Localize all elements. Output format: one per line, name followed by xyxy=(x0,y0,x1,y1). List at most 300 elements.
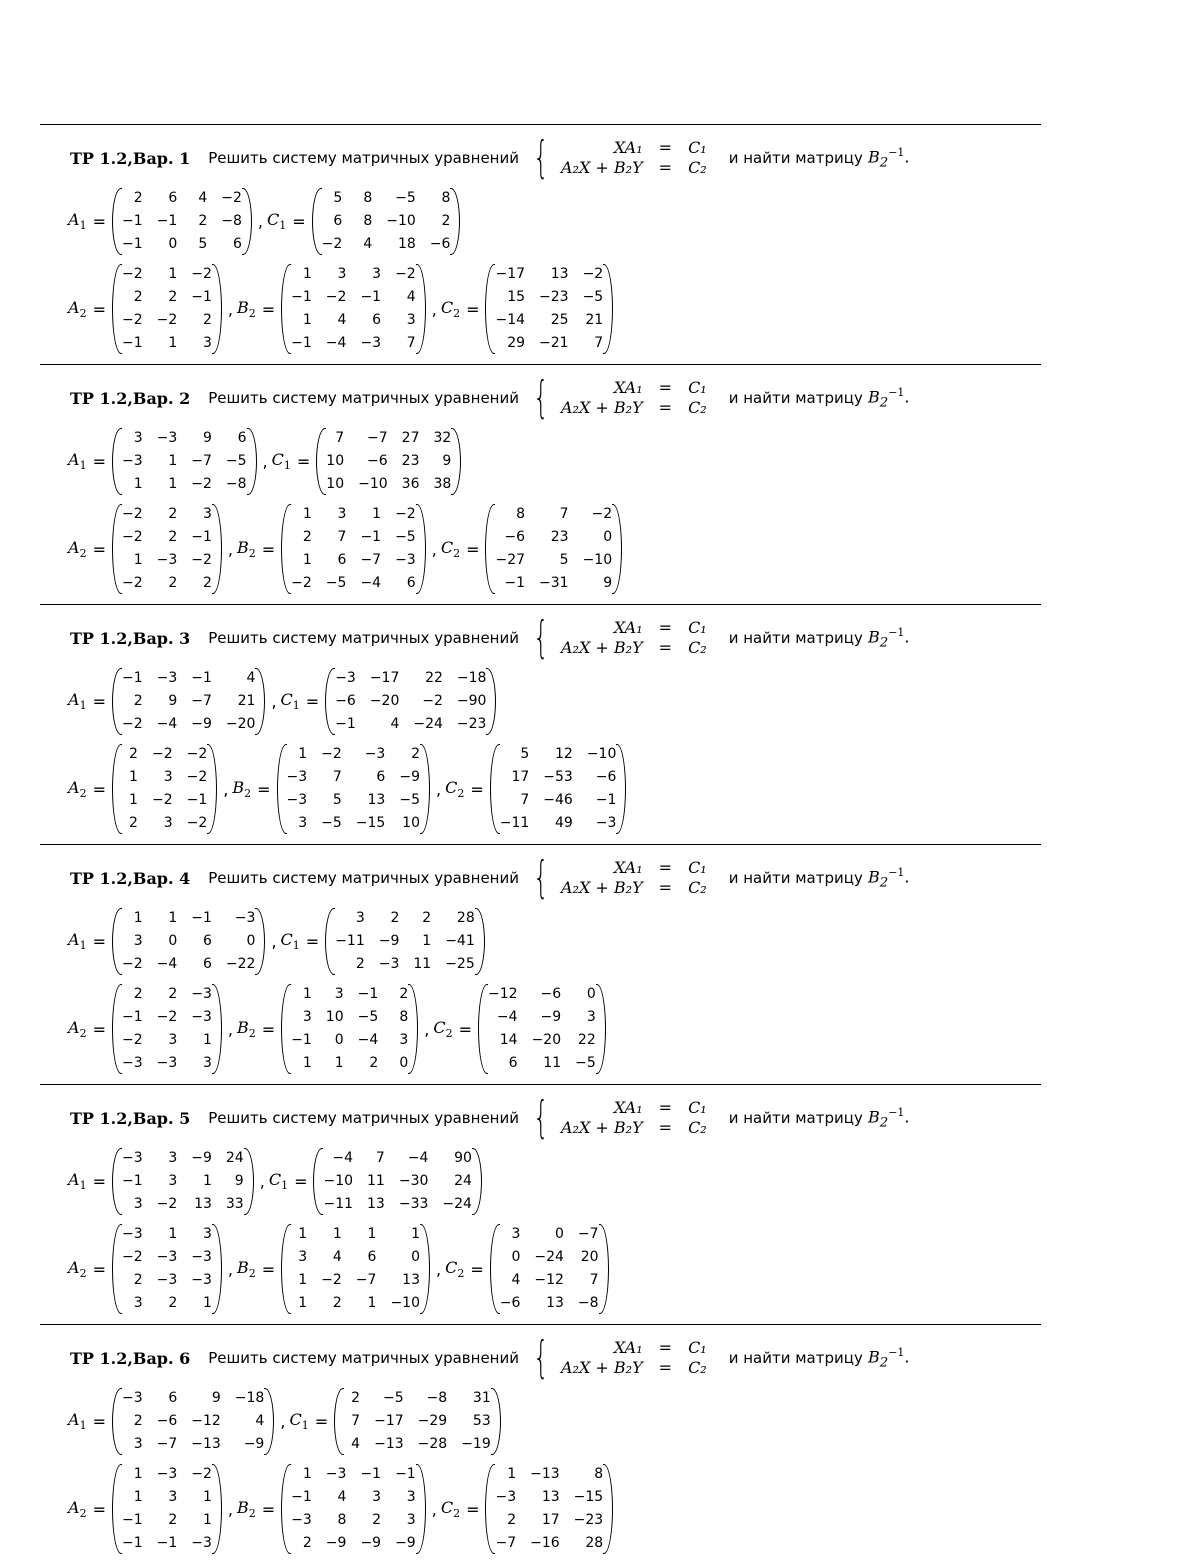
name-index: 2 xyxy=(453,1507,461,1521)
matrix-cell: −10 xyxy=(390,1295,420,1311)
matrix-cell: 36 xyxy=(401,476,420,492)
matrix-cell: 7 xyxy=(332,769,342,785)
matrix-cell: 3 xyxy=(133,430,143,446)
matrix-cell: −2 xyxy=(395,506,416,522)
matrix-cell: −5 xyxy=(225,453,247,469)
matrix-cell: −3 xyxy=(156,430,178,446)
matrix-c1 xyxy=(325,907,485,976)
inverse-base: B xyxy=(867,1107,880,1127)
variant-block-5 xyxy=(40,1084,1041,1324)
matrix-cell: −1 xyxy=(360,289,382,305)
equation-2-equals: = xyxy=(658,398,673,417)
equals-sign: = xyxy=(466,539,480,559)
matrix-cell: −7 xyxy=(355,1272,377,1288)
matrix-cell: 2 xyxy=(168,506,178,522)
matrix-cell: −5 xyxy=(357,1009,379,1025)
matrix-cell: −2 xyxy=(321,746,342,762)
inverse-sub: 2 xyxy=(879,1115,889,1131)
matrix-cell: 29 xyxy=(507,335,526,351)
name-letter: C xyxy=(445,777,458,797)
variant-block-4 xyxy=(40,844,1041,1084)
task-after-text: и найти матрицу xyxy=(728,389,863,407)
equation-2-equals: = xyxy=(658,638,673,657)
matrix-cell: 3 xyxy=(298,1249,308,1265)
matrix-cell: 6 xyxy=(372,312,382,328)
matrix-cell: −2 xyxy=(121,956,143,972)
matrix-cell: 13 xyxy=(402,1272,420,1288)
matrix-cell: −2 xyxy=(156,312,178,328)
matrix-cell: −3 xyxy=(191,1535,212,1551)
matrix-cell: 2 xyxy=(441,213,451,229)
matrix-cell: −2 xyxy=(191,476,212,492)
matrix-cell: −1 xyxy=(156,213,178,229)
comma: , xyxy=(257,212,263,231)
matrix-cell: −2 xyxy=(186,746,208,762)
matrix-cell: 5 xyxy=(559,552,569,568)
matrix-cell: −1 xyxy=(156,1535,178,1551)
matrix-cell: −3 xyxy=(121,1150,143,1166)
matrix-cell: 2 xyxy=(168,529,178,545)
matrix-name-c2 xyxy=(441,1498,460,1520)
matrix-cell: 1 xyxy=(298,1272,308,1288)
matrix-cell: −3 xyxy=(191,1272,212,1288)
equation-1-lhs: XA₁ xyxy=(613,1338,643,1357)
matrix-row-2 xyxy=(68,983,606,1075)
matrix-cell: −7 xyxy=(156,1436,178,1452)
matrix-cell: 4 xyxy=(337,1489,347,1505)
variant-block-1 xyxy=(40,124,1041,364)
comma: , xyxy=(431,1499,437,1519)
matrix-cell: 0 xyxy=(168,933,178,949)
matrix-cell: −3 xyxy=(121,1226,143,1242)
equation-system xyxy=(561,858,707,898)
matrix-cell: 1 xyxy=(168,335,178,351)
matrix-cell: 7 xyxy=(406,335,416,351)
inverse-sub: 2 xyxy=(879,875,889,891)
matrix-cell: 2 xyxy=(198,213,208,229)
equation-1-lhs: XA₁ xyxy=(613,858,643,877)
matrix-cell: −1 xyxy=(121,213,143,229)
matrix-cell: −2 xyxy=(121,1032,143,1048)
matrix-cell: −2 xyxy=(191,266,212,282)
matrix-cell: 25 xyxy=(550,312,569,328)
matrix-cell: −1 xyxy=(595,792,617,808)
matrix-cell: 3 xyxy=(399,1032,409,1048)
equals-sign: = xyxy=(257,779,271,799)
matrix-cell: −11 xyxy=(499,815,530,831)
matrix-cell: 8 xyxy=(594,1466,604,1482)
matrix-name-a1 xyxy=(68,450,87,472)
matrix-c1 xyxy=(312,187,461,256)
variant-label: ТР 1.2,Вар. 4 xyxy=(70,868,191,888)
matrix-cell: 21 xyxy=(585,312,604,328)
matrix-cell: −3 xyxy=(191,986,212,1002)
matrix-cell: 1 xyxy=(302,506,312,522)
equation-1-rhs: C₁ xyxy=(688,1338,707,1357)
matrix-cell: −3 xyxy=(335,670,356,686)
equals-sign: = xyxy=(261,299,276,319)
variant-label: ТР 1.2,Вар. 3 xyxy=(70,628,191,648)
matrix-cell: 24 xyxy=(225,1150,244,1166)
matrix-cell: −3 xyxy=(325,1466,347,1482)
matrix-cell: 8 xyxy=(399,1009,409,1025)
name-index: 2 xyxy=(79,1027,87,1041)
matrix-cell: −13 xyxy=(374,1436,404,1452)
matrix-cell: −2 xyxy=(191,552,212,568)
matrix-cell: −16 xyxy=(530,1535,560,1551)
name-letter: A xyxy=(68,690,80,710)
matrix-cell: 3 xyxy=(372,1489,382,1505)
matrix-cell: −2 xyxy=(395,266,416,282)
matrix-cell: 3 xyxy=(337,266,347,282)
matrix-cell: 3 xyxy=(511,1226,521,1242)
matrix-cell: 2 xyxy=(390,910,400,926)
matrix-cell: −3 xyxy=(156,670,178,686)
matrix-c1 xyxy=(316,427,461,496)
equation-1-lhs: XA₁ xyxy=(613,138,643,157)
equation-2-equals: = xyxy=(658,1358,673,1377)
matrix-cell: 3 xyxy=(406,1489,416,1505)
matrix-cell: 3 xyxy=(168,1150,178,1166)
matrix-cell: 53 xyxy=(472,1413,491,1429)
matrix-cell: −6 xyxy=(156,1413,178,1429)
task-text: Решить систему матричных уравнений xyxy=(208,389,519,407)
matrix-cell: 31 xyxy=(472,1390,491,1406)
matrix-cell: 20 xyxy=(580,1249,599,1265)
matrix-cell: 8 xyxy=(363,213,373,229)
matrix-cell: −27 xyxy=(495,552,526,568)
variant-block-6 xyxy=(40,1324,1041,1564)
matrix-cell: −2 xyxy=(221,190,242,206)
task-statement xyxy=(70,612,910,663)
matrix-cell: −10 xyxy=(323,1173,354,1189)
name-index: 2 xyxy=(79,307,87,321)
matrix-cell: −2 xyxy=(325,289,347,305)
matrix-cell: 3 xyxy=(133,1436,143,1452)
name-letter: C xyxy=(433,1017,446,1037)
matrix-cell: 0 xyxy=(511,1249,521,1265)
matrix-cell: 2 xyxy=(332,1295,342,1311)
name-index: 1 xyxy=(79,1179,87,1193)
matrix-cell: −2 xyxy=(121,312,143,328)
matrix-row-1 xyxy=(68,1147,482,1216)
matrix-cell: 2 xyxy=(355,956,365,972)
comma: , xyxy=(271,692,277,711)
matrix-cell: 6 xyxy=(237,430,247,446)
matrix-cell: −17 xyxy=(374,1413,404,1429)
matrix-cell: 3 xyxy=(586,1009,596,1025)
inverse-base: B xyxy=(867,387,880,407)
name-index: 2 xyxy=(248,1027,256,1041)
equation-1-equals: = xyxy=(658,378,673,397)
matrix-cell: 3 xyxy=(163,769,173,785)
matrix-cell: −23 xyxy=(456,716,487,732)
equation-2-rhs: C₂ xyxy=(688,158,707,177)
equation-system xyxy=(561,618,707,658)
matrix-cell: 0 xyxy=(246,933,256,949)
matrix-cell: −6 xyxy=(504,529,526,545)
matrix-b2 xyxy=(277,743,430,835)
matrix-cell: −6 xyxy=(540,986,562,1002)
matrix-cell: 1 xyxy=(302,266,312,282)
matrix-cell: −2 xyxy=(121,506,143,522)
matrix-cell: −1 xyxy=(191,670,212,686)
matrix-cell: −7 xyxy=(495,1535,517,1551)
matrix-cell: 1 xyxy=(302,552,312,568)
matrix-cell: −6 xyxy=(335,693,356,709)
matrix-cell: 3 xyxy=(202,335,212,351)
matrix-cell: 2 xyxy=(168,1512,178,1528)
equation-1-lhs: XA₁ xyxy=(613,618,643,637)
matrix-cell: 1 xyxy=(298,746,308,762)
matrix-cell: 9 xyxy=(202,430,212,446)
task-after-text: и найти матрицу xyxy=(728,629,863,647)
matrix-cell: −5 xyxy=(395,529,416,545)
equation-system xyxy=(561,1098,707,1138)
matrix-cell: 28 xyxy=(456,910,475,926)
equals-sign: = xyxy=(92,1259,106,1279)
matrix-cell: 3 xyxy=(168,1032,178,1048)
matrix-cell: 3 xyxy=(355,910,365,926)
equals-sign: = xyxy=(92,692,106,711)
matrix-a2 xyxy=(112,1463,222,1555)
name-letter: C xyxy=(268,1170,282,1190)
name-index: 2 xyxy=(248,1267,256,1281)
comma: , xyxy=(431,539,437,559)
matrix-a1 xyxy=(112,1147,254,1216)
matrix-cell: 3 xyxy=(406,312,416,328)
matrix-cell: −2 xyxy=(121,575,143,591)
name-index: 2 xyxy=(79,1267,87,1281)
task-text: Решить систему матричных уравнений xyxy=(208,149,519,167)
equation-1-rhs: C₁ xyxy=(688,378,707,397)
name-index: 2 xyxy=(79,547,87,561)
task-text: Решить систему матричных уравнений xyxy=(208,1109,519,1127)
matrix-a2 xyxy=(112,743,217,835)
matrix-cell: 7 xyxy=(589,1272,599,1288)
matrix-cell: −1 xyxy=(357,986,379,1002)
matrix-cell: 5 xyxy=(520,746,530,762)
matrix-cell: 38 xyxy=(433,476,452,492)
name-letter: B xyxy=(236,1257,249,1277)
equation-1-lhs: XA₁ xyxy=(613,1098,643,1117)
name-letter: C xyxy=(440,297,454,317)
equals-sign: = xyxy=(92,1172,106,1191)
system-brace: { xyxy=(533,372,549,423)
inverse-sup: −1 xyxy=(888,145,905,159)
matrix-cell: 90 xyxy=(454,1150,472,1166)
matrix-cell: 3 xyxy=(133,933,143,949)
equals-sign: = xyxy=(261,539,276,559)
comma: , xyxy=(435,1259,442,1279)
comma: , xyxy=(259,1172,265,1191)
task-statement xyxy=(70,852,910,903)
name-index: 2 xyxy=(445,1027,453,1041)
comma: , xyxy=(424,1019,430,1039)
comma: , xyxy=(262,452,268,471)
matrix-cell: −5 xyxy=(325,575,347,591)
name-letter: C xyxy=(440,537,454,557)
matrix-cell: 2 xyxy=(372,1512,382,1528)
matrix-cell: −3 xyxy=(156,1272,178,1288)
equals-sign: = xyxy=(261,1259,276,1279)
name-letter: A xyxy=(68,1170,80,1190)
matrix-name-a2 xyxy=(68,538,87,560)
matrix-row-2 xyxy=(68,1463,613,1555)
matrix-name-a2 xyxy=(68,1258,87,1280)
equation-2-rhs: C₂ xyxy=(688,878,707,897)
matrix-cell: 33 xyxy=(225,1196,244,1212)
matrix-name-a1 xyxy=(68,1410,87,1432)
matrix-cell: 4 xyxy=(363,236,373,252)
inverse-matrix-notation xyxy=(863,866,910,891)
matrix-cell: 9 xyxy=(168,693,178,709)
matrix-cell: 11 xyxy=(413,956,432,972)
matrix-cell: 5 xyxy=(332,792,342,808)
matrix-cell: −20 xyxy=(531,1032,562,1048)
name-letter: A xyxy=(68,1410,80,1430)
matrix-cell: 13 xyxy=(194,1196,212,1212)
matrix-cell: 1 xyxy=(133,1489,143,1505)
matrix-cell: 3 xyxy=(406,1512,416,1528)
task-statement xyxy=(70,132,910,183)
name-index: 1 xyxy=(301,1419,309,1433)
matrix-cell: 6 xyxy=(406,575,416,591)
matrix-name-b2 xyxy=(237,298,256,320)
inverse-sub: 2 xyxy=(879,635,889,651)
equation-1-equals: = xyxy=(658,138,673,157)
matrix-cell: −1 xyxy=(335,716,356,732)
matrix-cell: −8 xyxy=(426,1390,448,1406)
equation-1-equals: = xyxy=(658,618,673,637)
matrix-cell: 17 xyxy=(541,1512,560,1528)
matrix-cell: 1 xyxy=(168,266,178,282)
matrix-cell: −5 xyxy=(399,792,420,808)
matrix-cell: 2 xyxy=(302,529,312,545)
matrix-cell: 1 xyxy=(133,910,143,926)
equals-sign: = xyxy=(261,1499,276,1519)
matrix-cell: 4 xyxy=(390,716,400,732)
equation-1-equals: = xyxy=(658,858,673,877)
matrix-cell: −24 xyxy=(534,1249,564,1265)
matrix-cell: 49 xyxy=(555,815,573,831)
equation-2-lhs: A₂X + B₂Y xyxy=(560,638,643,657)
matrix-cell: −11 xyxy=(323,1196,354,1212)
matrix-cell: 1 xyxy=(202,1295,212,1311)
matrix-name-a2 xyxy=(68,1018,87,1040)
equals-sign: = xyxy=(92,1412,106,1431)
matrix-cell: −3 xyxy=(121,1390,143,1406)
matrix-b2 xyxy=(281,503,426,595)
matrix-cell: −4 xyxy=(357,1032,379,1048)
matrix-cell: 6 xyxy=(508,1055,518,1071)
matrix-cell: 5 xyxy=(198,236,208,252)
comma: , xyxy=(431,299,437,319)
matrix-cell: 1 xyxy=(334,1055,344,1071)
matrix-cell: −1 xyxy=(291,335,312,351)
equals-sign: = xyxy=(92,212,106,231)
equation-2-equals: = xyxy=(658,158,673,177)
matrix-cell: −3 xyxy=(121,1055,143,1071)
matrix-cell: −1 xyxy=(121,1535,143,1551)
matrix-cell: −2 xyxy=(186,815,208,831)
matrix-cell: 15 xyxy=(507,289,526,305)
comma: , xyxy=(227,539,233,559)
matrix-cell: −24 xyxy=(413,716,443,732)
variant-label: ТР 1.2,Вар. 5 xyxy=(70,1108,191,1128)
matrix-cell: −8 xyxy=(221,213,242,229)
matrix-cell: −2 xyxy=(321,236,343,252)
matrix-cell: −1 xyxy=(191,529,212,545)
matrix-cell: −1 xyxy=(360,529,382,545)
inverse-sub: 2 xyxy=(879,155,889,171)
matrix-name-c1 xyxy=(267,210,286,232)
matrix-cell: 2 xyxy=(351,1390,361,1406)
equals-sign: = xyxy=(92,299,106,319)
system-brace: { xyxy=(533,852,549,903)
matrix-cell: −8 xyxy=(225,476,247,492)
name-index: 2 xyxy=(453,547,461,561)
matrix-cell: 0 xyxy=(168,236,178,252)
matrix-cell: −2 xyxy=(121,1249,143,1265)
equation-1-rhs: C₁ xyxy=(688,138,707,157)
matrix-cell: −4 xyxy=(332,1150,354,1166)
matrix-cell: −9 xyxy=(378,933,400,949)
matrix-cell: 10 xyxy=(325,1009,344,1025)
matrix-cell: −12 xyxy=(191,1413,221,1429)
matrix-cell: 8 xyxy=(516,506,526,522)
equals-sign: = xyxy=(92,1019,106,1039)
name-index: 1 xyxy=(79,1419,87,1433)
matrix-cell: −1 xyxy=(121,236,143,252)
matrix-cell: −3 xyxy=(191,1009,212,1025)
inverse-period: . xyxy=(904,1347,910,1367)
matrix-cell: −4 xyxy=(156,716,178,732)
matrix-cell: 2 xyxy=(411,746,420,762)
matrix-cell: −2 xyxy=(151,746,173,762)
matrix-c2 xyxy=(485,1463,613,1555)
matrix-cell: −5 xyxy=(321,815,342,831)
matrix-cell: 1 xyxy=(302,986,312,1002)
matrix-cell: 1 xyxy=(129,769,138,785)
matrix-cell: −25 xyxy=(445,956,475,972)
matrix-cell: −4 xyxy=(156,956,178,972)
matrix-cell: 22 xyxy=(425,670,443,686)
matrix-cell: 1 xyxy=(332,1226,342,1242)
name-index: 2 xyxy=(79,787,87,801)
matrix-cell: 2 xyxy=(202,575,212,591)
matrix-name-c2 xyxy=(441,298,460,320)
matrix-cell: −3 xyxy=(156,1249,178,1265)
equation-1-equals: = xyxy=(658,1338,673,1357)
equation-system xyxy=(561,138,707,178)
matrix-name-b2 xyxy=(237,538,256,560)
matrix-cell: −3 xyxy=(121,453,143,469)
inverse-matrix-notation xyxy=(863,1106,910,1131)
matrix-cell: 13 xyxy=(550,266,569,282)
matrix-b2 xyxy=(281,263,426,355)
equation-2-lhs: A₂X + B₂Y xyxy=(560,1358,643,1377)
matrix-cell: −19 xyxy=(461,1436,491,1452)
comma: , xyxy=(223,779,229,799)
name-index: 2 xyxy=(79,1507,87,1521)
name-letter: A xyxy=(68,930,80,950)
task-statement xyxy=(70,1092,910,1143)
matrix-cell: 4 xyxy=(337,312,347,328)
matrix-cell: −1 xyxy=(121,1009,143,1025)
matrix-cell: 32 xyxy=(433,430,452,446)
name-index: 1 xyxy=(279,219,287,233)
